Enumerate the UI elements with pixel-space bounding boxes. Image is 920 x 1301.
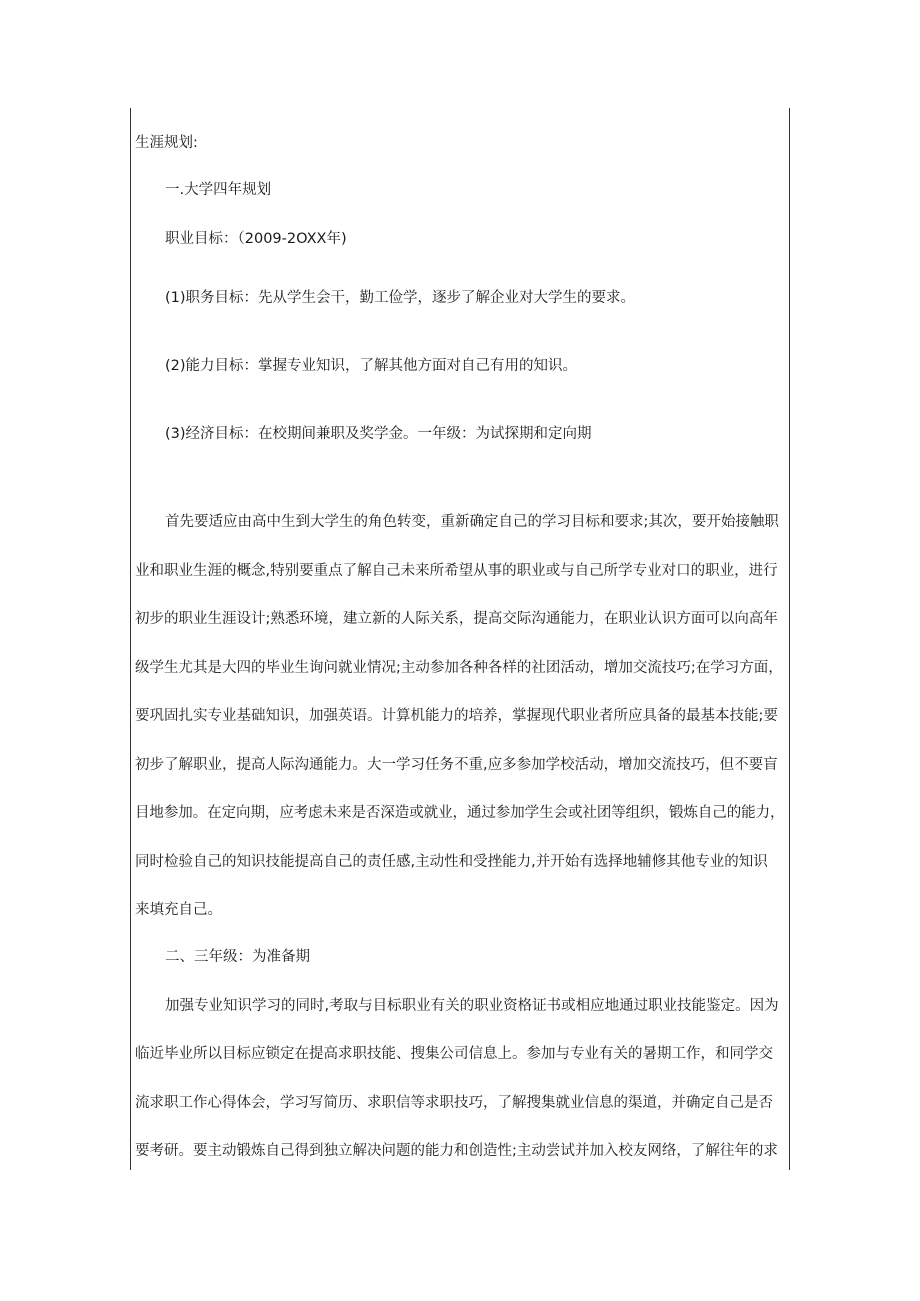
paragraph-1-line: 同时检验自己的知识技能提高自己的责任感,主动性和受挫能力,并开始有选择地辅修其他专业的知识 (135, 854, 768, 870)
paragraph-1-line: 业和职业生涯的概念,特别要重点了解自己未来所希望从事的职业或与自己所学专业对口的职业，进行 (135, 563, 778, 579)
paragraph-2-line: 临近毕业所以目标应锁定在提高求职技能、搜集公司信息上。参加与专业有关的暑期工作，和同学交 (135, 1046, 773, 1062)
section-1-title: 一.大学四年规划 (165, 182, 272, 198)
section-2-title: 二、三年级：为准备期 (165, 949, 310, 965)
document-heading: 生涯规划: (135, 135, 198, 151)
paragraph-2-line: 加强专业知识学习的同时,考取与目标职业有关的职业资格证书或相应地通过职业技能鉴定。因为 (165, 998, 779, 1014)
paragraph-1-line: 初步了解职业，提高人际沟通能力。大一学习任务不重,应多参加学校活动，增加交流技巧，但不要盲 (135, 757, 778, 773)
goal-ability: (2)能力目标：掌握专业知识，了解其他方面对自己有用的知识。 (165, 358, 578, 374)
goal-position: (1)职务目标：先从学生会干，勤工俭学，逐步了解企业对大学生的要求。 (165, 290, 636, 306)
paragraph-1-line: 首先要适应由高中生到大学生的角色转变，重新确定自己的学习目标和要求;其次，要开始接触职 (165, 514, 779, 530)
paragraph-1-line: 要巩固扎实专业基础知识，加强英语。计算机能力的培养，掌握现代职业者所应具备的最基本技能;要 (135, 708, 778, 724)
paragraph-1-line: 初步的职业生涯设计;熟悉环境，建立新的人际关系，提高交际沟通能力，在职业认识方面可以向高年 (135, 611, 778, 627)
paragraph-1-line: 来填充自己。 (135, 902, 222, 918)
paragraph-1-line: 目地参加。在定向期，应考虑未来是否深造或就业，通过参加学生会或社团等组织，锻炼自己的能力， (135, 805, 785, 821)
paragraph-2-line: 要考研。要主动锻炼自己得到独立解决问题的能力和创造性;主动尝试并加入校友网络，了解往年的求 (135, 1143, 778, 1159)
paragraph-2-line: 流求职工作心得体会，学习写简历、求职信等求职技巧，了解搜集就业信息的渠道，并确定自己是否 (135, 1095, 773, 1111)
goal-economic: (3)经济目标：在校期间兼职及奖学金。一年级：为试探期和定向期 (165, 426, 592, 442)
table-border-left (130, 108, 131, 1170)
career-goal: 职业目标：（2009-2OXX年) (165, 231, 347, 247)
paragraph-1-line: 级学生尤其是大四的毕业生询问就业情况;主动参加各种各样的社团活动，增加交流技巧;在学习方面， (135, 660, 783, 676)
table-border-right (789, 108, 790, 1170)
